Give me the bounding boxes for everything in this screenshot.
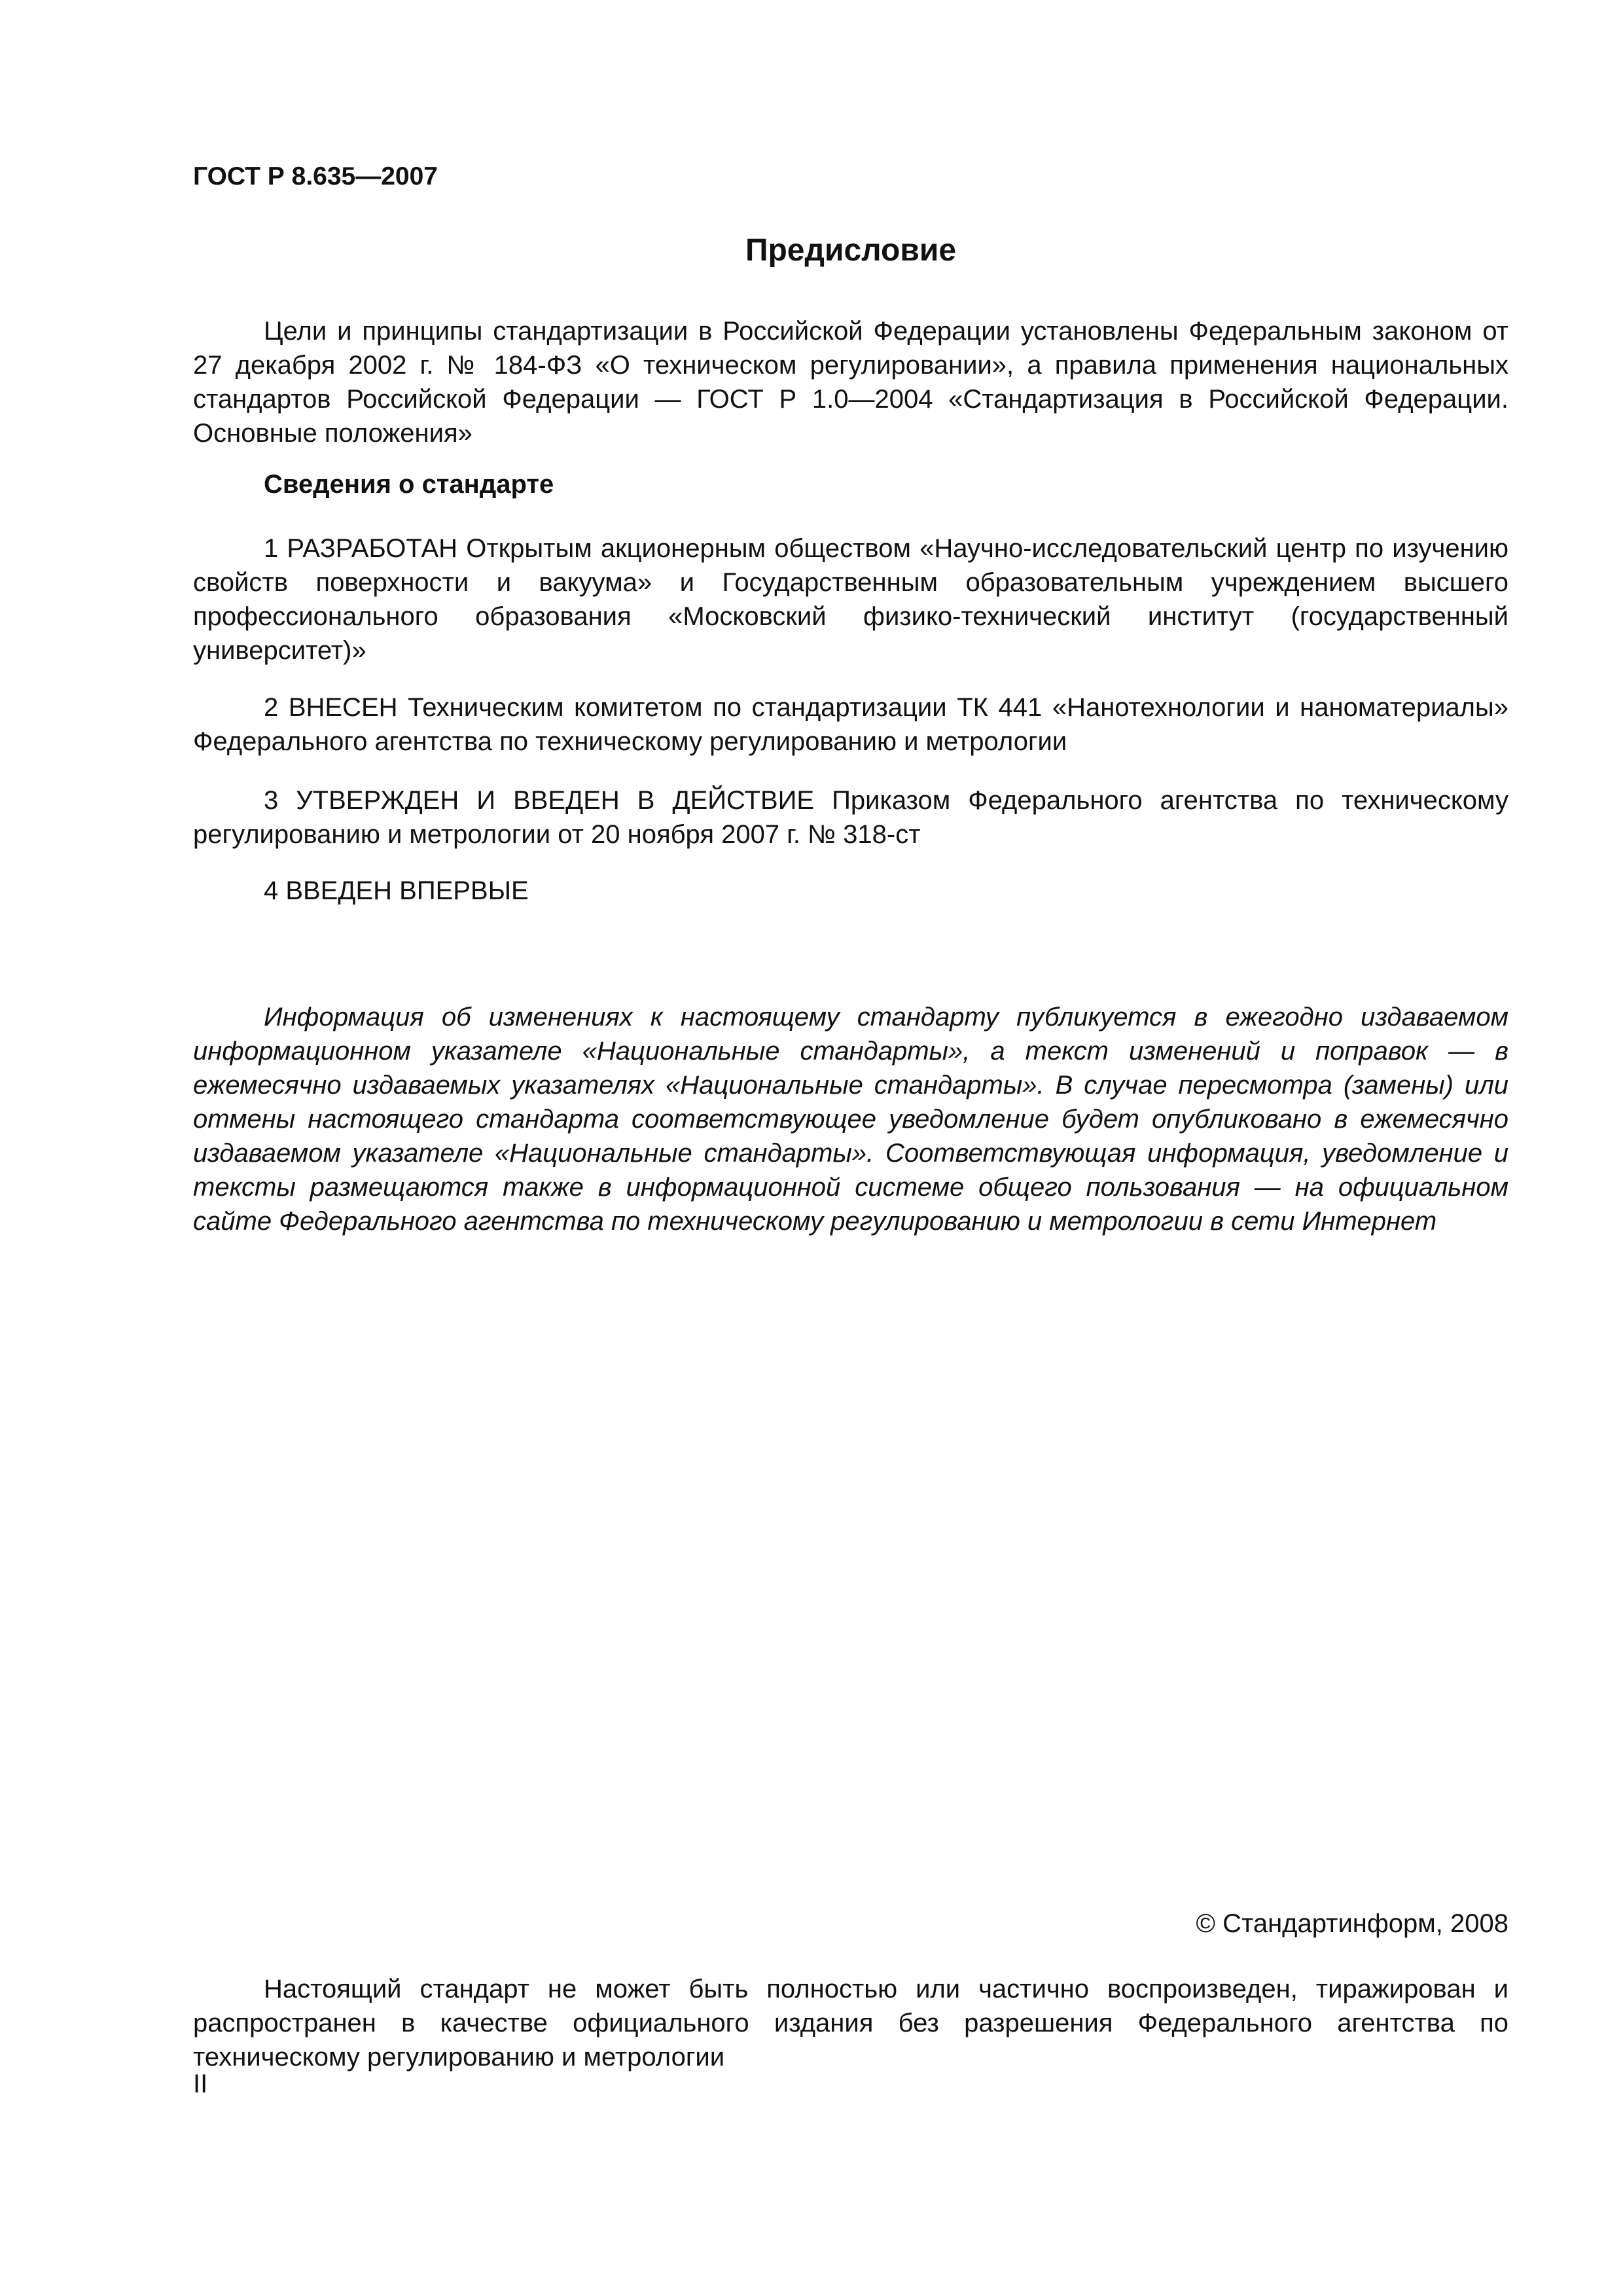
standard-info-item-2: 2 ВНЕСЕН Техническим комитетом по стандартизации ТК 441 «Нанотехнологии и наноматериалы» Федерального агентства по техническому регулированию и метрологии xyxy=(193,693,1508,756)
preface-intro: Цели и принципы стандартизации в Российской Федерации установлены Федеральным законом от 27 декабря 2002 г. № 184-ФЗ «О техническом регулировании», а правила применения национальных стандартов Российской Федерации — ГОСТ Р 1.0—2004 «Стандартизация в Российской Федерации. Основные положения» xyxy=(193,317,1508,448)
change-notice: Информация об изменениях к настоящему стандарту публикуется в ежегодно издаваемом информационном указателе «Национальные стандарты», а текст изменений и поправок — в ежемесячно издаваемых указателях «Национальные стандарты». В случае пересмотра (замены) или отмены настоящего стандарта соответствующее уведомление будет опубликовано в ежемесячно издаваемом указателе «Национальные стандарты». Соответствующая информация, уведомление и тексты размещаются также в информационной системе общего пользования — на официальном сайте Федерального агентства по техническому регулированию и метрологии в сети Интернет xyxy=(193,1003,1508,1236)
standard-info-heading: Сведения о стандарте xyxy=(264,470,554,499)
copyright-line: © Стандартинформ, 2008 xyxy=(1196,1909,1508,1938)
standard-code: ГОСТ Р 8.635—2007 xyxy=(193,162,438,190)
standard-info-item-3: 3 УТВЕРЖДЕН И ВВЕДЕН В ДЕЙСТВИЕ Приказом Федерального агентства по техническому регулированию и метрологии от 20 ноября 2007 г. № 318-ст xyxy=(193,786,1508,849)
standard-info-item-4: 4 ВВЕДЕН ВПЕРВЫЕ xyxy=(264,876,529,905)
rights-notice: Настоящий стандарт не может быть полностью или частично воспроизведен, тиражирован и распространен в качестве официального издания без разрешения Федерального агентства по техническому регулированию и метрологии xyxy=(193,1975,1508,2072)
page-number: II xyxy=(193,2070,208,2098)
preface-title: Предисловие xyxy=(745,233,957,268)
standard-info-item-1: 1 РАЗРАБОТАН Открытым акционерным обществом «Научно-исследовательский центр по изучению свойств поверхности и вакуума» и Государственным образовательным учреждением высшего профессионального образования «Московский физико-технический институт (государственный университет)» xyxy=(193,534,1508,665)
